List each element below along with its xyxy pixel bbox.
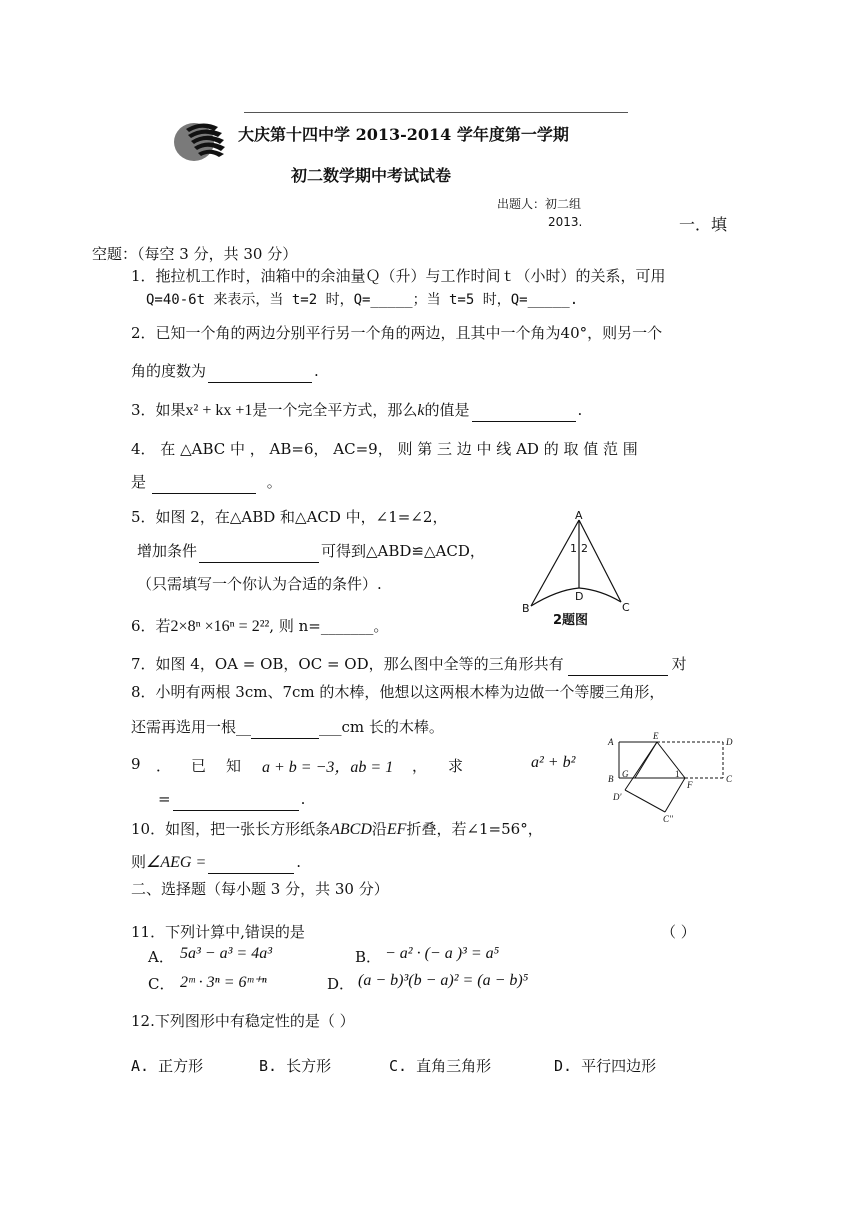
q11-option-d: (a − b)³(b − a)² = (a − b)⁵ <box>358 972 529 989</box>
q8-line1: 8．小明有两根 3cm、7cm 的木棒，他想以这两根木棒为边做一个等腰三角形， <box>131 683 665 701</box>
q11-option-c: 2ᵐ · 3ⁿ = 6ᵐ⁺ⁿ <box>180 974 267 991</box>
q2-line1: 2．已知一个角的两边分别平行另一个角的两边，且其中一个角为40°，则另一个 <box>131 324 663 342</box>
q9-qiu: 求 <box>448 757 464 775</box>
school-title: 大庆第十四中学 2013-2014 学年度第一学期 <box>238 125 569 144</box>
header-rule <box>244 112 628 113</box>
q4-line2: 是 。 <box>131 471 282 494</box>
fig10-label-B: B <box>608 774 614 784</box>
q11-option-a-label: A． <box>148 948 174 966</box>
q12-stem: 12.下列图形中有稳定性的是（ ） <box>131 1012 355 1030</box>
q6-expression: 2×8ⁿ ×16ⁿ = 2²² <box>170 618 270 635</box>
q12-option-d: D. 平行四边形 <box>554 1057 657 1075</box>
fig2-label-1: 1 <box>570 542 577 555</box>
fig10-label-G: G <box>622 769 629 779</box>
section1-heading: 空题：（每空 3 分，共 30 分） <box>92 245 298 263</box>
section1-heading-start: 一．填 <box>679 215 728 234</box>
q9-condition: a + b = −3，ab = 1 <box>262 759 394 776</box>
q11-option-d-label: D． <box>327 975 355 993</box>
q5-line1: 5．如图 2，在△ABD 和△ACD 中，∠1=∠2， <box>131 508 448 526</box>
fig2-label-B: B <box>522 602 530 615</box>
q9-answer-line: = . <box>158 790 305 811</box>
q11-stem: 11．下列计算中,错误的是 <box>131 923 305 941</box>
school-logo-icon <box>172 117 228 163</box>
q11-option-a: 5a³ − a³ = 4a³ <box>180 945 272 962</box>
fig10-label-D-prime: D' <box>613 792 622 802</box>
q11-option-b: − a² · (− a )³ = a⁵ <box>385 945 500 962</box>
q3-line: 3．如果x² + kx +1是一个完全平方式，那么k的值是 . <box>131 399 582 422</box>
q5-line2: 增加条件 可得到△ABD≌△ACD， <box>137 540 485 563</box>
fig2-label-A: A <box>575 509 583 522</box>
fig2-label-2: 2 <box>581 542 588 555</box>
fig10-label-C: C <box>726 774 733 784</box>
q10-line1: 10．如图，把一张长方形纸条ABCD沿EF折叠，若∠1=56°， <box>131 820 543 838</box>
fig10-label-D: D <box>726 737 733 747</box>
q9-dot: ． <box>156 757 172 775</box>
q12-option-b: B. 长方形 <box>259 1057 332 1075</box>
q11-option-b-label: B． <box>355 948 382 966</box>
date-line: 2013. <box>548 215 583 229</box>
q9-comma: ， <box>412 757 428 775</box>
fig10-label-E: E <box>653 731 659 741</box>
figure-10-folded-strip-diagram <box>605 728 740 823</box>
q3-expression: x² + kx +1 <box>185 402 253 419</box>
exam-title: 初二数学期中考试试卷 <box>291 166 452 185</box>
fig2-label-D: D <box>575 590 584 603</box>
q1-line1: 1．拖拉机工作时，油箱中的余油量Ｑ（升）与工作时间ｔ（小时）的关系，可用 <box>131 267 666 285</box>
q5-line3: （只需填写一个你认为合适的条件）. <box>137 575 382 593</box>
fig10-label-F: F <box>687 780 693 790</box>
section2-heading: 二、选择题（每小题 3 分，共 30 分） <box>131 880 389 898</box>
fig10-label-C-double-prime: C'' <box>663 814 673 823</box>
author-line: 出题人：初二组 <box>497 197 582 211</box>
fig10-label-A: A <box>608 737 614 747</box>
q12-option-c: C. 直角三角形 <box>389 1057 492 1075</box>
q9-zhi: 知 <box>226 757 242 775</box>
q12-option-a: A. 正方形 <box>131 1057 204 1075</box>
q2-line2: 角的度数为 . <box>131 360 319 383</box>
q9-number: 9 <box>131 755 141 773</box>
q6-line: 6．若2×8ⁿ ×16ⁿ = 2²², 则 n=_______。 <box>131 617 389 635</box>
q9-yi: 已 <box>191 757 207 775</box>
figure-2-triangle-diagram <box>517 508 637 628</box>
q11-option-c-label: C． <box>148 975 175 993</box>
q11-answer-paren: （ ） <box>661 923 696 941</box>
fig10-label-1: 1 <box>675 769 680 779</box>
q8-line2: 还需再选用一根__ ___cm 长的木棒。 <box>131 716 444 739</box>
q10-line2: 则∠AEG = . <box>131 851 301 874</box>
q7-line: 7．如图 4，OA = OB，OC = OD，那么图中全等的三角形共有 对 <box>131 653 687 676</box>
fig2-caption: 2题图 <box>553 613 589 628</box>
fig2-label-C: C <box>622 601 630 614</box>
q9-target: a² + b² <box>531 754 576 771</box>
q1-line2: Q=40-6t 来表示，当 t=2 时，Q=_____；当 t=5 时，Q=_____. <box>146 292 579 308</box>
q4-line1: 4． 在 △ABC 中 ， AB=6， AC=9， 则 第 三 边 中 线 AD 的 取 值 范 围 <box>131 440 638 458</box>
